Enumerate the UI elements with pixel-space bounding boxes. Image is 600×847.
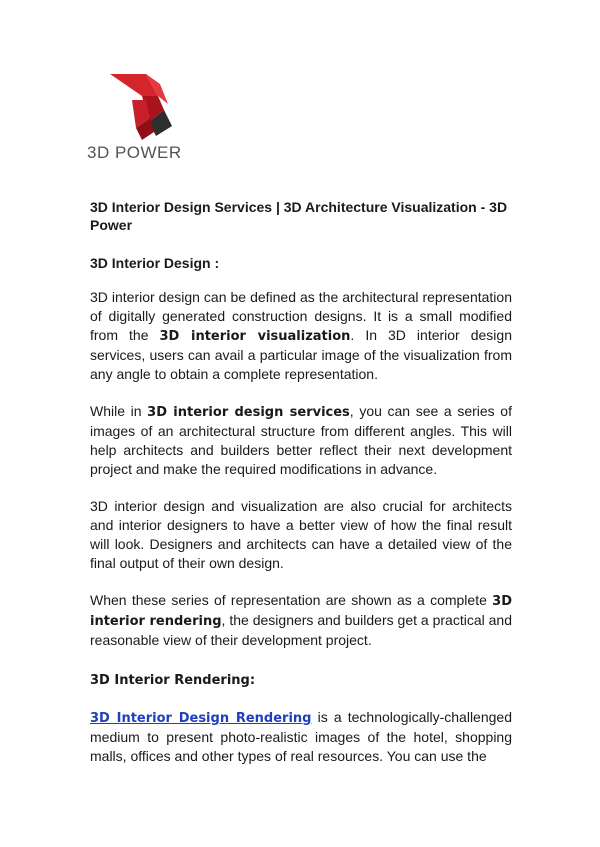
logo-text: 3D POWER — [87, 143, 182, 162]
paragraph-text: While in — [90, 403, 148, 419]
paragraph-text: When these series of representation are shown as a complete — [90, 592, 493, 608]
article — [90, 198, 512, 766]
paragraph-visualization: 3D interior design and visualization are also crucial for architects and interior designers to have a better view of how the final result will look. Designers and architects can have a detailed view of the final output of their own design. — [90, 498, 512, 571]
bold-term: 3D interior design services — [147, 405, 350, 420]
paragraph-rendering-intro — [90, 708, 512, 766]
paragraph-text: is a technologically-challenged medium to present photo-realistic images of the hotel, shopping malls, offices and other types of real resources. You can use the — [90, 709, 512, 764]
paragraph-definition — [90, 288, 512, 384]
bold-term: 3D interior rendering — [90, 594, 512, 629]
paragraph-text: , the designers and builders get a practical and reasonable view of their development project. — [90, 612, 513, 648]
bold-term: 3D interior visualization — [159, 329, 351, 344]
company-logo — [82, 70, 192, 170]
section-heading-interior-design: 3D Interior Design : — [90, 255, 220, 271]
page-title: 3D Interior Design Services | 3D Architecture Visualization - 3D Power — [90, 199, 508, 233]
paragraph-services — [90, 402, 512, 479]
paragraph-text: . In 3D interior design services, users can avail a particular image of the visualization from any angle to obtain a complete representation. — [90, 327, 512, 382]
paragraph-text: 3D interior design can be defined as the architectural representation of digitally generated construction designs. It is a small modified from the — [90, 289, 512, 343]
section-heading-interior-rendering: 3D Interior Rendering: — [90, 673, 256, 688]
3d-power-logo-icon — [102, 70, 177, 142]
paragraph-rendering — [90, 591, 512, 650]
paragraph-text: , you can see a series of images of an architectural structure from different angles. This will help architects and builders better reflect their next development project and make the required modifications in advance. — [90, 403, 512, 477]
rendering-link[interactable]: 3D Interior Design Rendering — [90, 711, 312, 726]
